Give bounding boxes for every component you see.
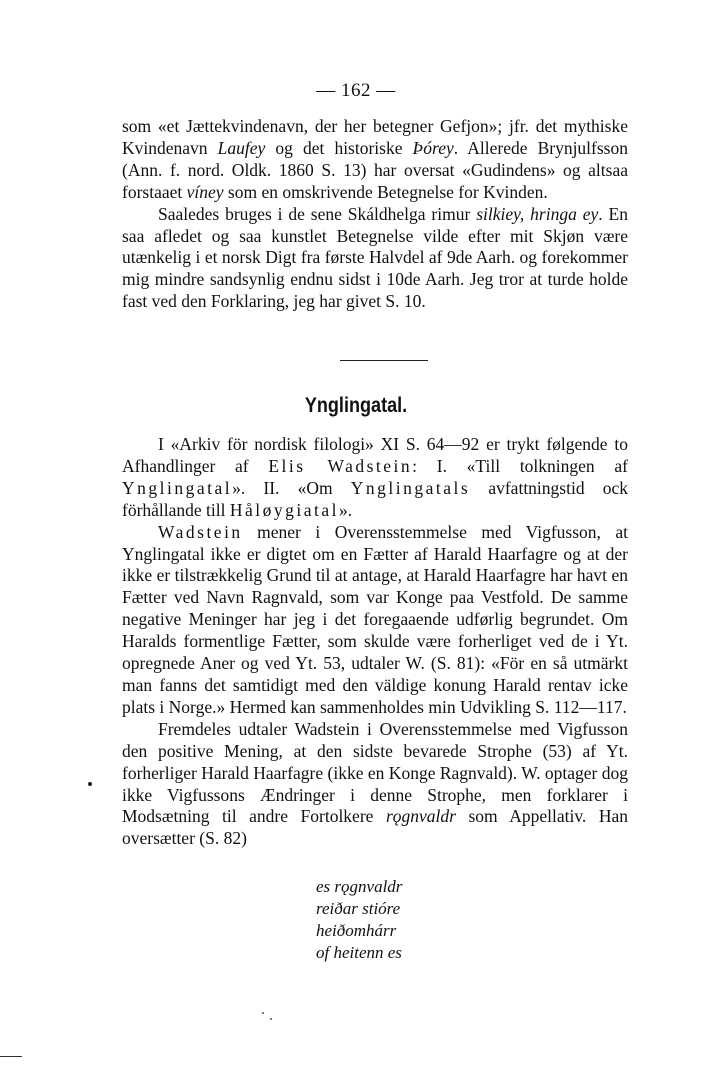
section-separator-rule xyxy=(340,360,428,361)
italic-term: víney xyxy=(186,181,224,202)
spaced-name: Ynglingatal xyxy=(122,477,233,498)
italic-term: Þórey xyxy=(412,137,454,158)
verse-line: heiðomhárr xyxy=(316,921,397,940)
margin-rule xyxy=(0,1056,22,1057)
verse-line: reiðar stióre xyxy=(316,899,401,918)
verse-line: es rǫgnvaldr xyxy=(316,877,403,896)
paragraph-continuation: som «et Jættekvindenavn, der her betegner Gefjon»; jfr. det mythiske Kvindenavn Laufey og det historiske Þórey. Allerede Brynjulfsson (Ann. f. nord. Oldk. 1860 S. 13) har oversat «Gudindens» og altsaa forstaaet víney som en omskrivende Betegnelse for Kvinden. xyxy=(122,116,628,202)
paragraph-wadstein: Wadstein mener i Overensstemmelse med Vigfusson, at Ynglingatal ikke er digtet om en Fætter af Harald Haarfagre og at der ikke er tilstrækkelig Grund til at antage, at Harald Haarfagre har havt en Fætter ved Navn Ragnvald, som var Konge paa Vestfold. De samme negative Meninger har jeg i det foregaaende udførlig begrundet. Om Haralds formentlige Fætter, som skulde være forherliget ved de i Yt. opregnede Aner og ved Yt. 53, udtaler W. (S. 81): «För en så utmärkt man fanns det samtidigt med den väldige konung Harald rentav icke plats i Norge.» Hermed kan sammenholdes min Udvikling S. 112—117. xyxy=(122,521,628,717)
page-number: — 162 — xyxy=(316,80,396,101)
spaced-name: Håløygiatal xyxy=(229,499,340,520)
paragraph-fremdeles: Fremdeles udtaler Wadstein i Overensstemmelse med Vigfusson den positive Mening, at den sidste bevarede Strophe (53) af Yt. forherliger Harald Haarfagre (ikke en Konge Ragnvald). W. optager dog ikke Vigfussons Ændringer i denne Strophe, men forklarer i Modsætning til andre Fortolkere rǫgnvaldr som Appellativ. Han oversætter (S. 82) xyxy=(122,718,628,849)
spaced-name: Ynglingatals xyxy=(350,477,471,498)
paragraph-arkiv: I «Arkiv för nordisk filologi» XI S. 64—92 er trykt følgende to Afhandlinger af Elis Wadstein: I. «Till tolkningen af Ynglingatal». II. «Om Ynglingatals avfattningstid ock förhållande till Håløygiatal». xyxy=(122,434,628,520)
spaced-name: Wadstein xyxy=(158,521,243,542)
print-speck xyxy=(262,1012,264,1014)
print-speck xyxy=(270,1018,272,1020)
spaced-name: Elis Wadstein xyxy=(268,455,413,476)
italic-term: silkiey, hringa ey xyxy=(476,203,599,224)
section-heading: Ynglingatal. xyxy=(304,394,408,417)
section-text-block xyxy=(122,434,628,850)
italic-term: Laufey xyxy=(217,137,266,158)
paragraph-skaldhelga: Saaledes bruges i de sene Skáldhelga rimur silkiey, hringa ey. En saa afledet og saa kunstlet Betegnelse vilde efter mit Skjøn være utænkelig i et norsk Digt fra første Halvdel af 9de Aarh. og forekommer mig mindre sandsynlig endnu sidst i 10de Aarh. Jeg tror at turde holde fast ved den Forklaring, jeg har givet S. 10. xyxy=(122,203,628,312)
verse-line: of heitenn es xyxy=(316,943,402,962)
opening-text-block xyxy=(122,116,628,313)
verse-quotation xyxy=(316,876,402,964)
italic-term: rǫgnvaldr xyxy=(385,806,456,827)
margin-dot-mark xyxy=(88,782,92,786)
